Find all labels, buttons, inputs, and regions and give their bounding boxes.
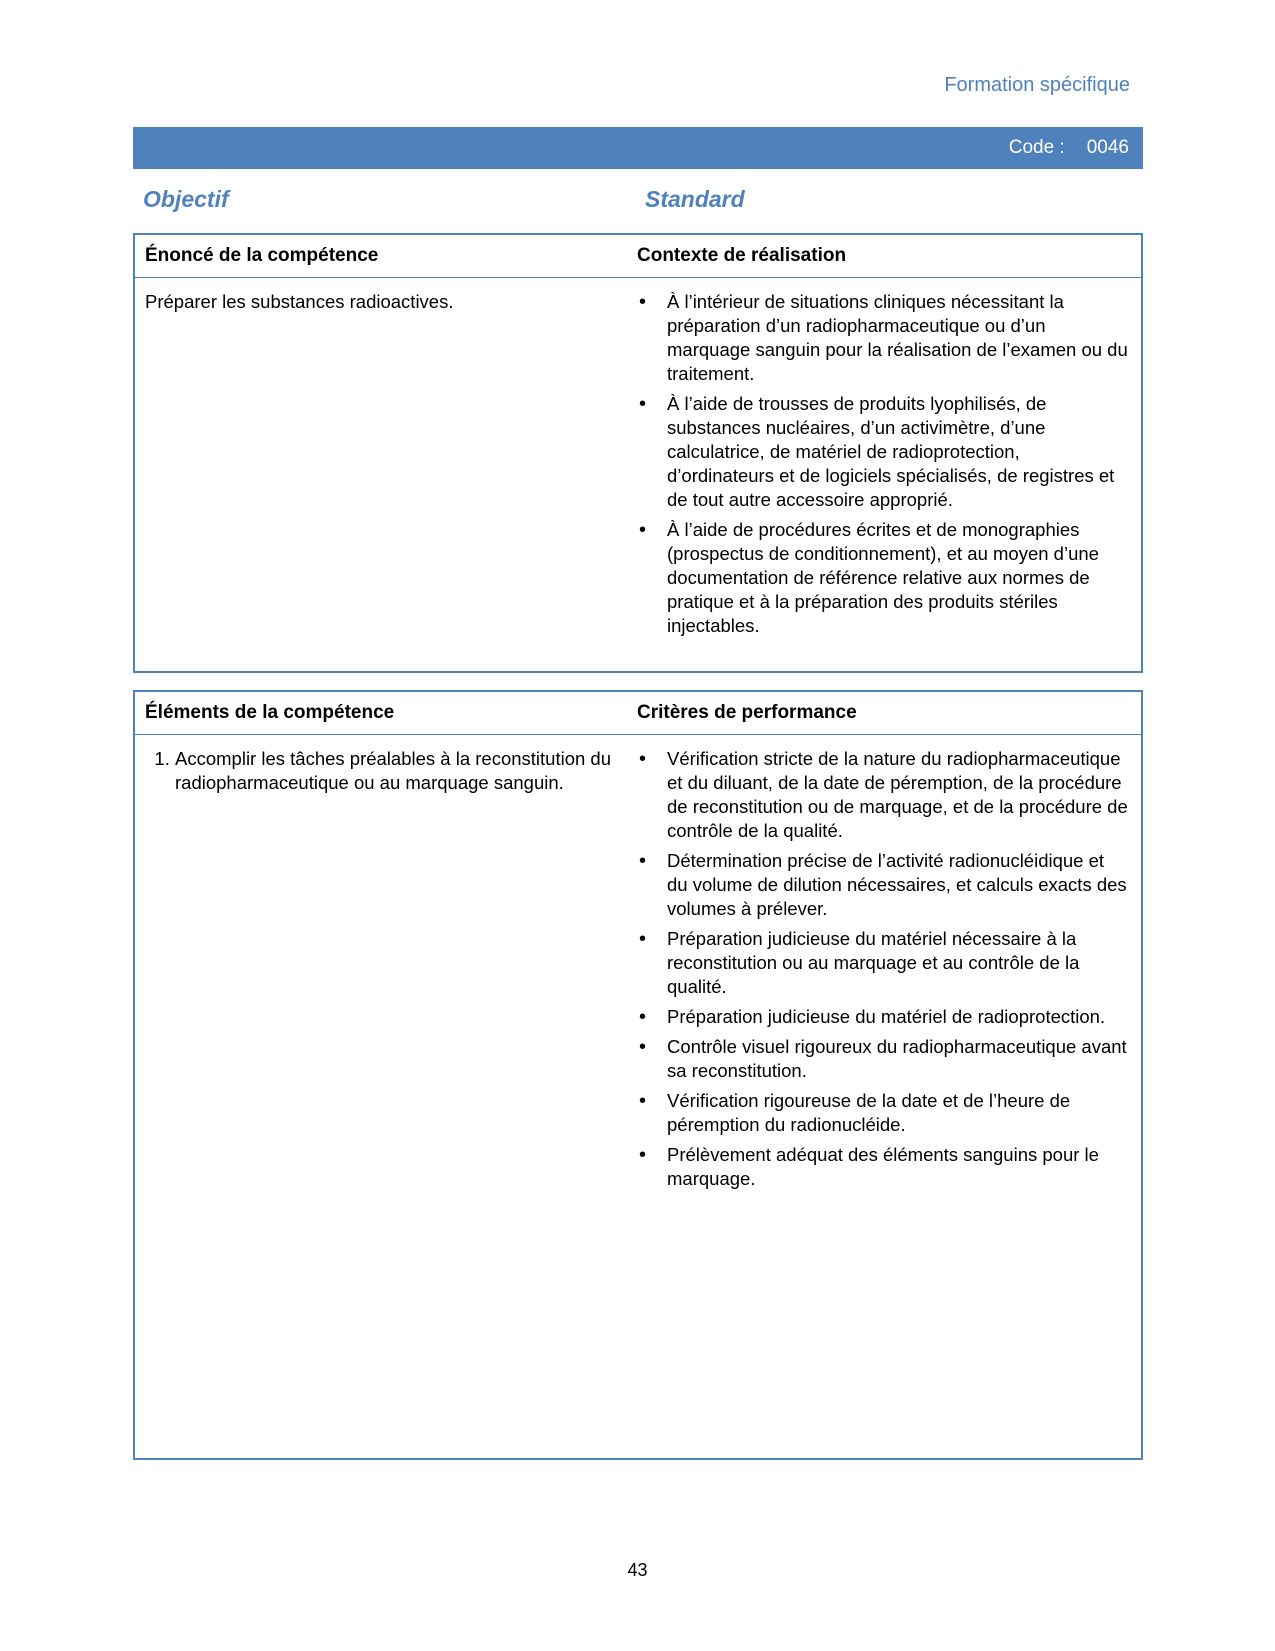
list-item: • Préparation judicieuse du matériel de radioprotection. — [637, 1005, 1129, 1029]
page-number: 43 — [627, 1560, 648, 1580]
list-item: • Contrôle visuel rigoureux du radiopharmaceutique avant sa reconstitution. — [637, 1035, 1129, 1083]
elements-table-header — [135, 692, 1141, 735]
elements-table — [133, 690, 1143, 1460]
list-item: • Préparation judicieuse du matériel nécessaire à la reconstitution ou au marquage et au contrôle de la qualité. — [637, 927, 1129, 999]
competence-table — [133, 233, 1143, 673]
list-item: • Prélèvement adéquat des éléments sanguins pour le marquage. — [637, 1143, 1129, 1191]
code-bar — [133, 127, 1143, 169]
competence-table-body — [135, 278, 1141, 644]
code-value: 0046 — [1086, 137, 1129, 158]
criteres-list — [637, 747, 1129, 1191]
list-item: 1. Accomplir les tâches préalables à la reconstitution du radiopharmaceutique ou au marquage sanguin. — [175, 747, 637, 795]
standard-heading: Standard — [645, 186, 745, 212]
list-item: • Vérification rigoureuse de la date et de l’heure de péremption du radionucléide. — [637, 1089, 1129, 1137]
contexte-header: Contexte de réalisation — [637, 245, 847, 266]
elements-header: Éléments de la compétence — [145, 702, 395, 723]
objectif-heading: Objectif — [143, 186, 229, 212]
list-item: • À l’intérieur de situations cliniques nécessitant la préparation d’un radiopharmaceutique ou d’un marquage sanguin pour la réalisation de l’examen ou du traitement. — [637, 290, 1129, 386]
document-title: Formation spécifique — [944, 74, 1130, 96]
criteres-header: Critères de performance — [637, 702, 857, 723]
contexte-list — [637, 290, 1129, 638]
elements-list — [145, 747, 637, 795]
code-label: Code : — [1008, 137, 1065, 158]
list-item: • Détermination précise de l’activité radionucléidique et du volume de dilution nécessaires, et calculs exacts des volumes à prélever. — [637, 849, 1129, 921]
competence-table-header — [135, 235, 1141, 278]
elements-table-body — [135, 735, 1141, 1197]
enonce-header: Énoncé de la compétence — [145, 245, 379, 266]
list-item: • Vérification stricte de la nature du radiopharmaceutique et du diluant, de la date de péremption, de la procédure de reconstitution ou de marquage, et de la procédure de contrôle de la qualité. — [637, 747, 1129, 843]
list-item: • À l’aide de trousses de produits lyophilisés, de substances nucléaires, d’un activimètre, d’une calculatrice, de matériel de radioprotection, d’ordinateurs et de logiciels spécialisés, de registres et de tout autre accessoire approprié. — [637, 392, 1129, 512]
list-item: • À l’aide de procédures écrites et de monographies (prospectus de conditionnement), et au moyen d’une documentation de référence relative aux normes de pratique et à la préparation des produits stériles injectables. — [637, 518, 1129, 638]
enonce-text: Préparer les substances radioactives. — [145, 291, 454, 312]
